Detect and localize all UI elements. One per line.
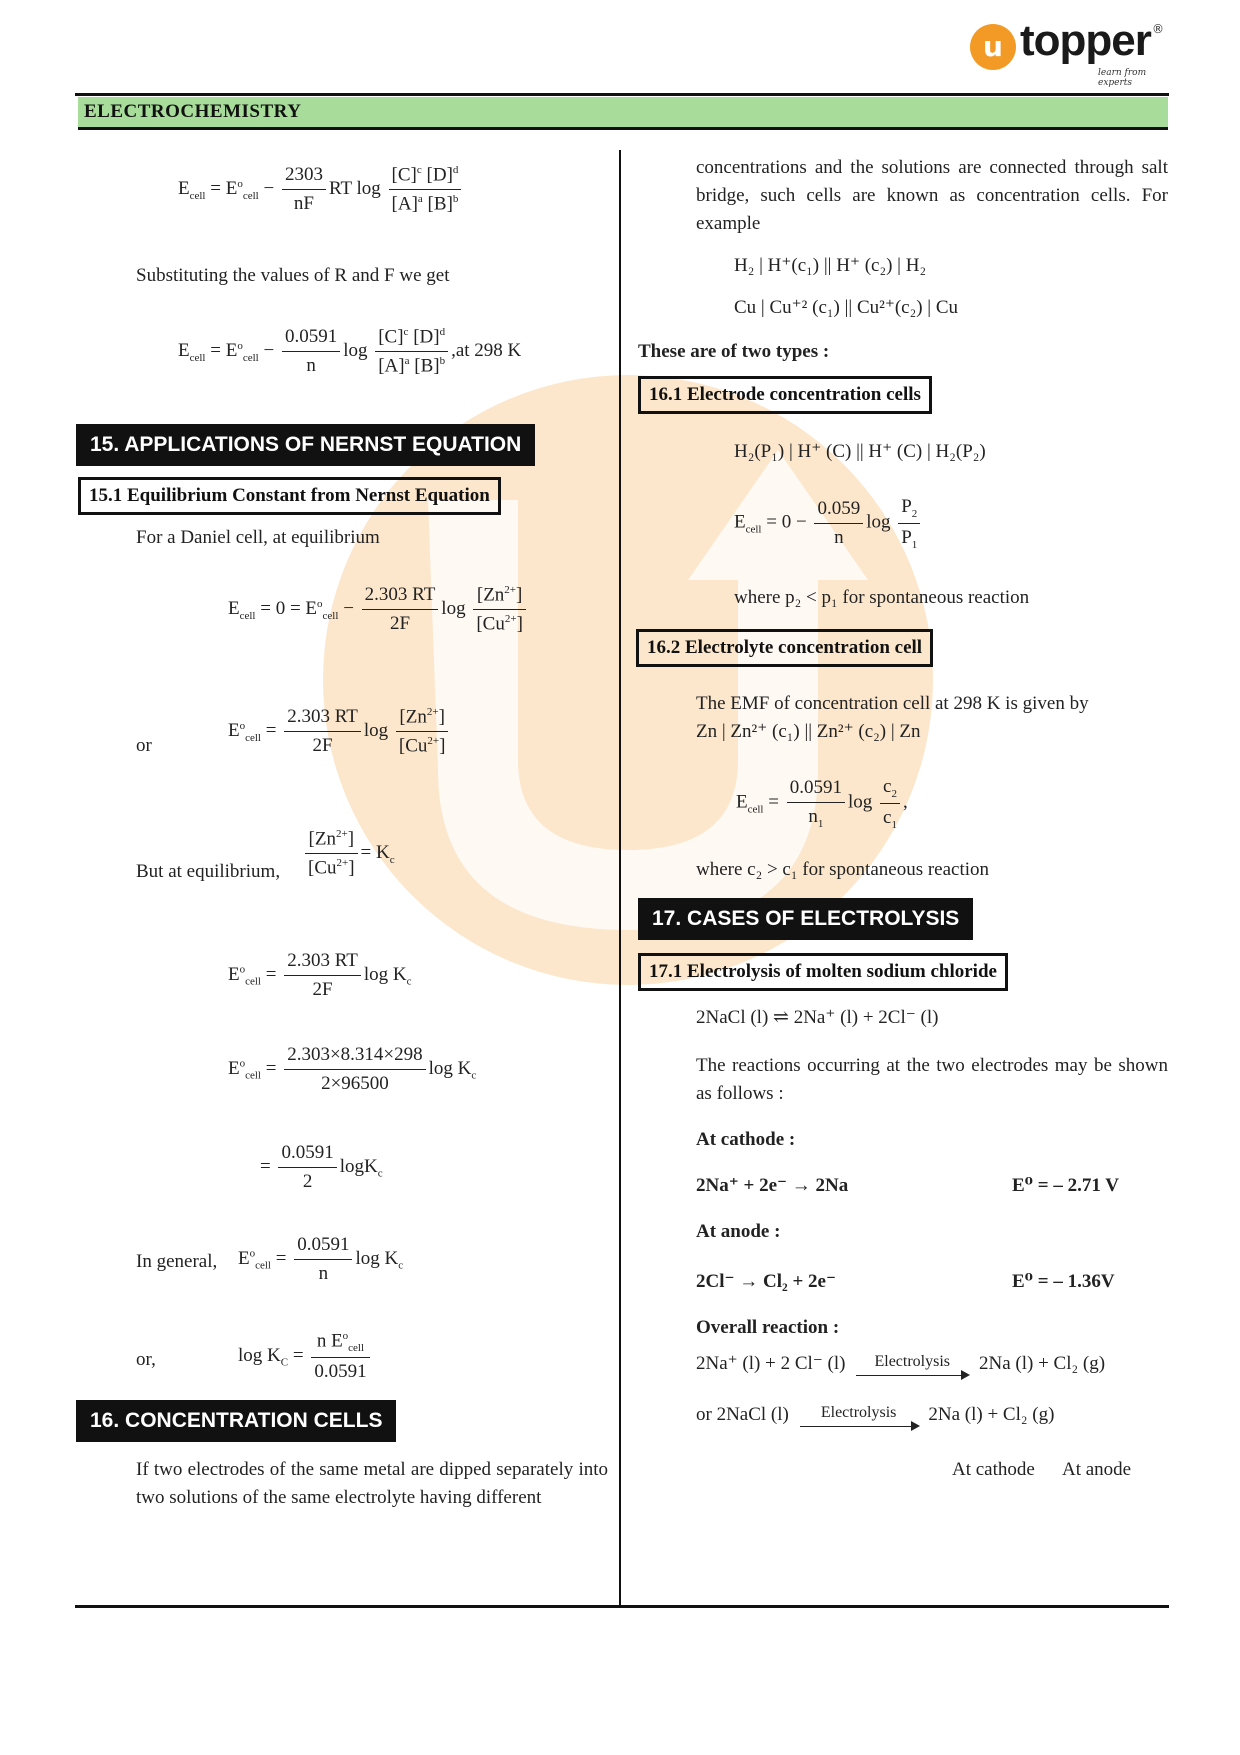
or-label-2: or, bbox=[136, 1349, 156, 1370]
logo-tagline: learn from experts bbox=[1098, 68, 1147, 88]
heading-16-2: 16.2 Electrolyte concentration cell bbox=[636, 629, 933, 667]
eo-numeric-equation: $E^o_{cell}$ = $\frac{2.303\times 8.314\times 298}{2\times 96500}$ $\log K_c$ bbox=[228, 1044, 477, 1094]
at-anode-caption: At anode bbox=[1062, 1459, 1132, 1480]
heading-17: 17. CASES OF ELECTROLYSIS bbox=[638, 898, 973, 940]
topper-logo bbox=[970, 16, 1170, 88]
eo-log-kc-equation: $E^o_{cell}$ = $\frac{2.303 RT}{2F}$ $\log K_c$ bbox=[228, 950, 412, 1000]
cell-electrode-concentration: H₂(P₁) | H⁺ (C) || H⁺ (C) | H₂(P₂) bbox=[734, 441, 986, 462]
heading-16: 16. CONCENTRATION CELLS bbox=[76, 1400, 396, 1442]
logo-registered: ® bbox=[1152, 22, 1164, 36]
paragraph-reactions: The reactions occurring at the two electrodes may be shown as follows : bbox=[696, 1055, 1168, 1104]
or-label-1: or bbox=[136, 735, 152, 756]
at-anode-label: At anode : bbox=[696, 1221, 781, 1242]
nernst-general-equation: $E_{cell} = E^o_{cell}$ − $\frac{2303}{nF}$ RT log $\frac{[C]^c [D]^d}{[A]^a [B]^b}$ bbox=[178, 164, 464, 216]
electrode-cell-emf-equation: $E_{cell} = 0$ − $\frac{0.059}{n}$ log $\frac{P_2}{P_1}$ bbox=[734, 496, 923, 551]
kc-definition: $\frac{[Zn^{2+}]}{[Cu^{2+}]}$ = $K_c$ bbox=[302, 828, 395, 880]
column-divider bbox=[619, 150, 621, 1605]
spontaneity-condition-2: where c₂ > c₁ for spontaneous reaction bbox=[696, 859, 990, 880]
heading-16-1: 16.1 Electrode concentration cells bbox=[638, 376, 932, 414]
paragraph-concentration-cells: If two electrodes of the same metal are dipped separately into two solutions of the same electrolyte having different bbox=[136, 1459, 608, 1508]
anode-potential: E⁰ = – 1.36V bbox=[1012, 1271, 1115, 1292]
equilibrium-equation-1: $E_{cell} = 0 = E^o_{cell}$ − $\frac{2.303 RT}{2F}$ log $\frac{[Zn^{2+}]}{[Cu^{2+}]}$ bbox=[228, 584, 529, 636]
paragraph-at-equilibrium: But at equilibrium, bbox=[136, 861, 281, 882]
header-rule bbox=[75, 93, 1169, 96]
overall-reaction-label: Overall reaction : bbox=[696, 1317, 840, 1338]
chapter-band bbox=[78, 97, 1168, 130]
paragraph-emf: The EMF of concentration cell at 298 K is given by bbox=[696, 693, 1089, 714]
types-label: These are of two types : bbox=[638, 341, 830, 362]
heading-15-1: 15.1 Equilibrium Constant from Nernst Equation bbox=[78, 477, 501, 515]
heading-15: 15. APPLICATIONS OF NERNST EQUATION bbox=[76, 424, 535, 466]
at-cathode-caption: At cathode bbox=[952, 1459, 1035, 1480]
general-eo-equation: $E^o_{cell}$ = $\frac{0.0591}{n}$ $\log K_c$ bbox=[238, 1234, 404, 1284]
anode-reaction: 2Cl⁻ → Cl₂ + 2e⁻ bbox=[696, 1271, 837, 1292]
logo-name: topper bbox=[1020, 16, 1151, 65]
cathode-reaction: 2Na⁺ + 2e⁻ → 2Na bbox=[696, 1175, 849, 1196]
cell-zinc-concentration: Zn | Zn²⁺ (c₁) || Zn²⁺ (c₂) | Zn bbox=[696, 721, 921, 742]
cell-example-copper: Cu | Cu⁺² (c₁) || Cu²⁺(c₂) | Cu bbox=[734, 297, 959, 318]
overall-reaction-molecular: or 2NaCl (l) Electrolysis 2Na (l) + Cl₂ (g) bbox=[696, 1404, 1054, 1427]
paragraph-daniel-cell: For a Daniel cell, at equilibrium bbox=[136, 527, 380, 548]
paragraph-substituting: Substituting the values of R and F we get bbox=[136, 265, 450, 286]
eo-simplified-equation: = $\frac{0.0591}{2}$ logK$_c$ bbox=[260, 1142, 383, 1192]
cathode-potential: E⁰ = – 2.71 V bbox=[1012, 1175, 1119, 1196]
equilibrium-equation-2: $E^o_{cell}$ = $\frac{2.303 RT}{2F}$ log $\frac{[Zn^{2+}]}{[Cu^{2+}]}$ bbox=[228, 706, 451, 758]
logo-mark-icon: u bbox=[970, 24, 1016, 70]
electrolyte-cell-emf-equation: $E_{cell}$ = $\frac{0.0591}{n_1}$ log $\frac{c_2}{c_1}$ , bbox=[736, 776, 908, 831]
footer-rule bbox=[75, 1605, 1169, 1608]
paragraph-in-general: In general, bbox=[136, 1251, 218, 1272]
overall-reaction-ionic: 2Na⁺ (l) + 2 Cl⁻ (l) Electrolysis 2Na (l) + Cl₂ (g) bbox=[696, 1352, 1105, 1376]
at-cathode-label: At cathode : bbox=[696, 1129, 796, 1150]
chapter-title: ELECTROCHEMISTRY bbox=[84, 101, 302, 122]
log-kc-equation: $\log K_C$ = $\frac{n E^o_{cell}}{0.0591}$ bbox=[238, 1330, 373, 1383]
nacl-dissociation-equation: 2NaCl (l) ⇌ 2Na⁺ (l) + 2Cl⁻ (l) bbox=[696, 1007, 939, 1028]
heading-17-1: 17.1 Electrolysis of molten sodium chloride bbox=[638, 953, 1008, 991]
paragraph-concentration-continued: concentrations and the solutions are connected through salt bridge, such cells are known as concentration cells. For example bbox=[696, 157, 1168, 234]
spontaneity-condition-1: where p₂ < p₁ for spontaneous reaction bbox=[734, 587, 1030, 608]
cell-example-hydrogen: H₂ | H⁺(c₁) || H⁺ (c₂) | H₂ bbox=[734, 255, 927, 276]
nernst-298k-equation: $E_{cell} = E^o_{cell}$ − $\frac{0.0591}{n}$ log $\frac{[C]^c [D]^d}{[A]^a [B]^b}$ ,at 298 K bbox=[178, 326, 522, 377]
